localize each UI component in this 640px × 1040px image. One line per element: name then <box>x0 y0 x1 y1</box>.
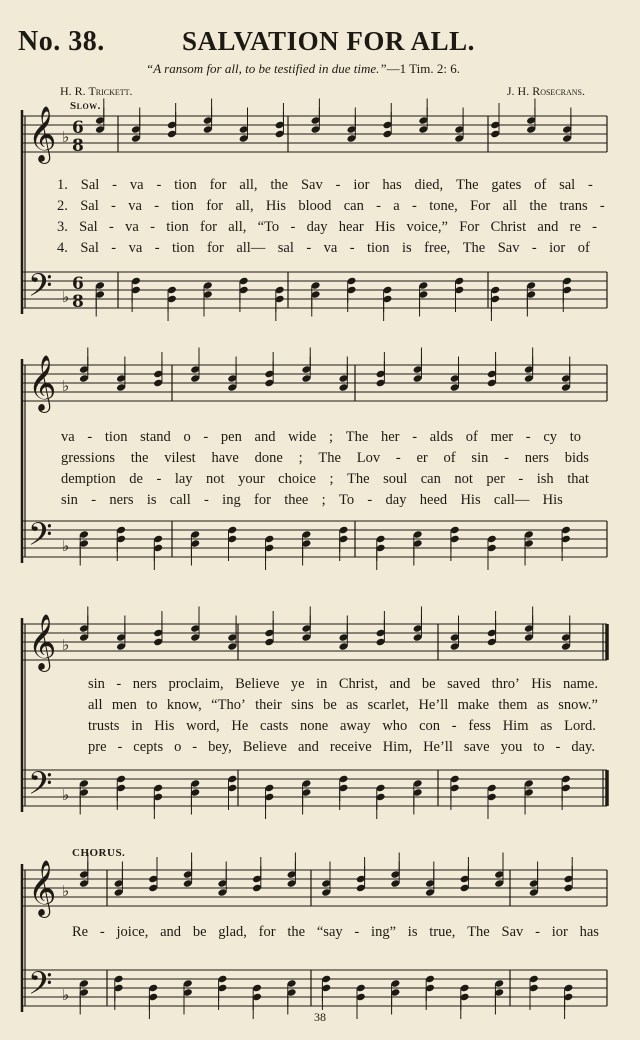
scripture-text: “A ransom for all, to be testified in due time.” <box>146 61 387 76</box>
page-number: 38 <box>314 1010 326 1024</box>
lyric-line: pre - cepts o - bey, Believe and receive Him, He’ll save you to - day. <box>88 739 595 755</box>
key-signature-flat: ♭ <box>62 288 70 306</box>
key-signature-flat: ♭ <box>62 786 70 804</box>
lyric-line: 4. Sal - va - tion for all— sal - va - tion is free, The Sav - ior of <box>57 240 590 256</box>
time-signature: 6 <box>72 274 84 294</box>
lyric-line: va - tion stand o - pen and wide ; The her - alds of mer - cy to <box>61 429 581 445</box>
key-signature-flat: ♭ <box>62 377 70 395</box>
lyric-line: demption de - lay not your choice ; The soul can not per - ish that <box>61 471 589 487</box>
time-signature: 8 <box>72 136 84 156</box>
lyric-line: 3. Sal - va - tion for all, “To - day hear His voice,” For Christ and re - <box>57 219 597 235</box>
key-signature-flat: ♭ <box>62 986 70 1004</box>
bass-clef: 𝄢 <box>28 765 53 809</box>
hymn-number: No. 38. <box>18 26 105 57</box>
scripture-reference: —1 Tim. 2: 6. <box>386 61 460 76</box>
hymn-title: SALVATION FOR ALL. <box>182 26 475 56</box>
bass-clef: 𝄢 <box>28 267 53 311</box>
time-signature: 6 <box>72 118 84 138</box>
lyric-line: 1. Sal - va - tion for all, the Sav - ior has died, The gates of sal - <box>57 177 593 193</box>
key-signature-flat: ♭ <box>62 882 70 900</box>
lyric-line: gressions the vilest have done ; The Lov - er of sin - ners bids <box>61 450 589 466</box>
composer-credit: J. H. Rosecrans. <box>506 84 585 98</box>
bass-clef: 𝄢 <box>28 965 53 1009</box>
lyric-line: 2. Sal - va - tion for all, His blood can - a - tone, For all the trans - <box>57 198 605 214</box>
treble-clef: 𝄞 <box>28 106 57 162</box>
lyricist-credit: H. R. Trickett. <box>60 84 133 98</box>
treble-clef: 𝄞 <box>28 355 57 411</box>
lyric-line: trusts in His word, He casts none away who con - fess Him as Lord. <box>88 718 596 734</box>
treble-clef: 𝄞 <box>28 860 57 916</box>
lyric-line: sin - ners is call - ing for thee ; To - day heed His call— His <box>61 492 563 508</box>
lyric-line: sin - ners proclaim, Believe ye in Christ, and be saved thro’ His name. <box>88 676 598 692</box>
key-signature-flat: ♭ <box>62 537 70 555</box>
lyric-line: Re - joice, and be glad, for the “say - ing” is true, The Sav - ior has <box>72 924 599 940</box>
key-signature-flat: ♭ <box>62 128 70 146</box>
tempo-marking: Slow. <box>70 100 101 112</box>
key-signature-flat: ♭ <box>62 636 70 654</box>
treble-clef: 𝄞 <box>28 614 57 670</box>
time-signature: 8 <box>72 292 84 312</box>
chorus-label: CHORUS. <box>72 847 126 859</box>
bass-clef: 𝄢 <box>28 516 53 560</box>
lyric-line: all men to know, “Tho’ their sins be as scarlet, He’ll make them as snow.” <box>88 697 598 713</box>
